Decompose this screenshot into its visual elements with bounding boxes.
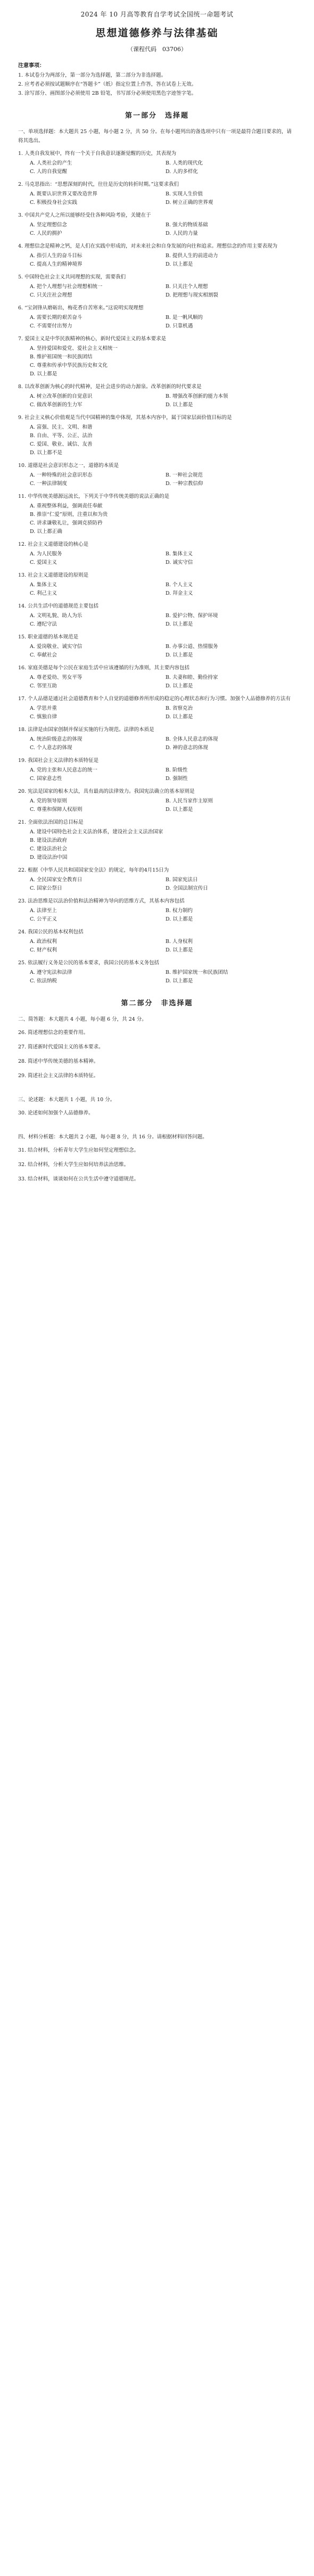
question-item xyxy=(18,493,296,536)
question-option: C. 国家公祭日 xyxy=(30,885,62,891)
question-option: C. 尊重和传承中华民族历史和文化 xyxy=(30,363,108,368)
question-item xyxy=(18,695,301,721)
question-option: B. 人身权利 xyxy=(166,939,193,945)
question-item xyxy=(18,633,296,660)
question-options xyxy=(30,938,296,955)
question-item xyxy=(18,897,296,924)
question-option: D. 以上都是 xyxy=(166,947,193,953)
question-item xyxy=(18,304,296,331)
question-stem: 17. 个人品德是通过社会道德教育和个人自觉的道德修养所形成的稳定的心理状态和行为习惯。加强个人品德修养的方法有 xyxy=(18,696,301,702)
open-question: 28. 简述中华传统美德的基本精神。 xyxy=(18,1059,99,1064)
question-options xyxy=(30,643,296,660)
part-one-title: 第一部分 选择题 xyxy=(125,112,189,120)
question-item xyxy=(18,211,296,238)
question-options xyxy=(30,876,296,893)
question-option: A. 党的领导原则 xyxy=(30,798,67,804)
open-question: 26. 简述理想信念的重要作用。 xyxy=(18,1030,89,1036)
question-options xyxy=(30,190,296,207)
question-option: B. 爱护公物、保护环境 xyxy=(166,613,218,619)
question-option: A. 既要认识世界又要改造世界 xyxy=(30,191,97,197)
question-option: D. 以上都正确 xyxy=(30,529,62,535)
question-option: D. 以上都是 xyxy=(166,261,193,267)
question-options xyxy=(30,581,296,598)
question-option: B. 只关注个人理想 xyxy=(166,284,208,290)
section-head: 四、材料分析题：本大题共 2 小题，每小题 8 分，共 16 分。请根据材料回答问题。 xyxy=(18,1134,208,1140)
question-item xyxy=(18,959,296,986)
question-item xyxy=(18,602,296,629)
question-option: C. 做改革创新的生力军 xyxy=(30,402,82,408)
question-item xyxy=(18,181,296,207)
question-option: A. 文明礼貌、助人为乐 xyxy=(30,613,82,619)
open-question: 30. 论述如何加强个人品德修养。 xyxy=(18,1110,94,1116)
question-option: B. 阶级性 xyxy=(166,767,188,773)
question-options xyxy=(30,252,296,269)
question-option: A. 法律至上 xyxy=(30,908,57,914)
question-option: C. 尊重和保障人权原则 xyxy=(30,807,82,813)
question-stem: 11. 中华传统美德源远流长，下列关于中华传统美德的说法正确的是 xyxy=(18,494,180,499)
question-option: D. 神的意志的体现 xyxy=(166,745,208,751)
question-stem: 16. 家庭美德是每个公民在家庭生活中应该遵循的行为准则，其主要内容包括 xyxy=(18,665,200,671)
question-option: A. 为人民服务 xyxy=(30,551,62,557)
question-options xyxy=(30,735,296,752)
question-stem: 25. 依法履行义务是公民的基本要求，我国公民的基本义务包括 xyxy=(18,960,170,966)
question-item xyxy=(18,540,296,567)
course-code: （课程代码 03706） xyxy=(127,46,187,53)
question-options xyxy=(30,797,296,814)
question-option: C. 公平正义 xyxy=(30,916,57,922)
question-options xyxy=(30,704,296,721)
question-option: A. 集体主义 xyxy=(30,582,57,588)
question-stem: 12. 社会主义道德建设的核心是 xyxy=(18,542,99,547)
question-stem: 13. 社会主义道德建设的原则是 xyxy=(18,572,99,578)
question-option: C. 爱国主义 xyxy=(30,560,57,565)
question-item xyxy=(18,664,296,691)
part-two-title: 第二部分 非选择题 xyxy=(121,999,193,1007)
question-stem: 1. 人类自我发展中，终有一个关于自我意识逐渐觉醒的历史，其表现为 xyxy=(18,151,187,157)
question-stem: 23. 法治思维是以法治价值和法治精神为导向的思维方式，其基本内容包括 xyxy=(18,898,195,904)
notes-title: 注意事项： xyxy=(18,63,45,69)
question-options xyxy=(30,674,296,691)
section-head: 二、简答题：本大题共 4 小题，每小题 6 分，共 24 分。 xyxy=(18,1016,147,1022)
question-stem: 18. 法律是由国家创制并保证实施的行为规范。法律的本质是 xyxy=(18,727,164,733)
question-stem: 3. 中国共产党人之所以能够经受住各种风险考验，关键在于 xyxy=(18,212,161,218)
question-option: D. 树立正确的世界观 xyxy=(166,200,213,206)
question-option: D. 人民的力量 xyxy=(166,231,198,236)
question-item xyxy=(18,928,296,955)
question-option: C. 邻里互助 xyxy=(30,683,57,689)
question-stem: 20. 宪法是国家的根本大法，具有最高的法律效力。我国宪法确立的基本原则是 xyxy=(18,789,205,794)
question-options xyxy=(30,283,296,300)
note-item: 2. 应考者必须按试题顺序在“答题卡”（纸）指定位置上作答，答在试卷上无效。 xyxy=(18,81,197,87)
question-option: B. 全体人民意志的体现 xyxy=(166,736,218,742)
question-option: D. 以上都是 xyxy=(166,402,193,408)
question-option: B. 个人主义 xyxy=(166,582,193,588)
note-item: 1. 本试卷分为两部分，第一部分为选择题，第二部分为非选择题。 xyxy=(18,72,167,78)
open-question: 33. 结合材料，谈谈如何在公共生活中遵守道德规范。 xyxy=(18,1176,139,1182)
exam-title: 思想道德修养与法律基础 xyxy=(95,27,219,39)
question-option: C. 人民的拥护 xyxy=(30,231,62,236)
question-stem: 19. 我国社会主义法律的本质特征是 xyxy=(18,758,109,764)
question-item xyxy=(18,866,296,893)
question-options xyxy=(30,766,296,783)
question-stem: 10. 道德是社会意识形态之一，道德的本质是 xyxy=(18,463,129,469)
question-item xyxy=(18,726,296,752)
question-option: D. 全国法制宣传日 xyxy=(166,885,208,891)
question-option: C. 不需要付出努力 xyxy=(30,323,72,329)
question-options xyxy=(30,344,296,379)
question-option: A. 全民国家安全教育日 xyxy=(30,877,82,883)
question-stem: 22. 根据《中华人民共和国国家安全法》的规定，每年的4月15日为 xyxy=(18,867,179,873)
question-options xyxy=(30,314,296,331)
question-option: D. 诚实守信 xyxy=(166,560,193,565)
question-option: A. 人类社会的产生 xyxy=(30,160,72,166)
question-item xyxy=(18,273,296,300)
question-stem: 5. 中国特色社会主义共同理想的实现，需要我们 xyxy=(18,274,136,280)
question-option: B. 办事公道、热情服务 xyxy=(166,644,218,650)
question-option: A. 遵守宪法和法律 xyxy=(30,970,72,975)
question-option: A. 统治阶级意志的体现 xyxy=(30,736,82,742)
question-options xyxy=(30,221,296,238)
question-option: C. 提高人生的精神境界 xyxy=(30,261,82,267)
question-stem: 2. 马克思指出：“思想深刻的时代，往往是历史的转折时期。”这要求我们 xyxy=(18,182,189,187)
question-stem: 8. 以改革创新为核心的时代精神，是社会进步的动力源泉。改革创新的时代要求是 xyxy=(18,384,212,390)
section-one-head: 一、单项选择题：本大题共 25 小题，每小题 2 分，共 50 分。在每小题列出的备选项中只有一项是最符合题目要求的，请将其选出。 xyxy=(18,129,292,144)
question-item xyxy=(18,757,296,783)
section-spacer xyxy=(18,1086,296,1095)
question-option: D. 拜金主义 xyxy=(166,590,193,596)
open-question: 32. 结合材料，分析大学生应如何培养法治思维。 xyxy=(18,1162,129,1168)
question-option: B. 自由、平等、公正、法治 xyxy=(30,433,93,439)
question-option: A. 指引人生的奋斗目标 xyxy=(30,253,82,259)
question-option: B. 国家宪法日 xyxy=(166,877,198,883)
question-item xyxy=(18,787,296,814)
question-option: D. 以上都是 xyxy=(166,621,193,627)
question-option: D. 建设法治中国 xyxy=(30,855,68,860)
question-option: B. 增强改革创新的能力本领 xyxy=(166,393,228,399)
question-option: D. 强制性 xyxy=(166,776,188,782)
question-option: D. 以上都是 xyxy=(166,652,193,658)
question-option: B. 一种社会规范 xyxy=(166,472,203,478)
note-item: 3. 涂写部分、画图部分必须使用 2B 铅笔，书写部分必须使用黑色字迹签字笔。 xyxy=(18,91,197,96)
open-question: 31. 结合材料，分析青年大学生应如何坚定理想信念。 xyxy=(18,1147,139,1153)
question-option: B. 建设法治政府 xyxy=(30,838,68,843)
question-option: D. 以上都是 xyxy=(30,371,57,377)
question-option: D. 以上都是 xyxy=(166,916,193,922)
section-spacer xyxy=(18,1189,296,1199)
question-option: A. 需要长期的艰苦奋斗 xyxy=(30,315,82,321)
question-stem: 9. 社会主义核心价值观是当代中国精神的集中体现，其基本内容中，属于国家层面价值目标的是 xyxy=(18,415,242,421)
question-option: A. 爱岗敬业、诚实守信 xyxy=(30,644,82,650)
question-option: D. 以上都是 xyxy=(166,683,193,689)
question-options xyxy=(30,392,296,409)
question-item xyxy=(18,462,296,488)
question-option: C. 积极投身社会实践 xyxy=(30,200,77,206)
question-option: C. 利己主义 xyxy=(30,590,57,596)
question-option: C. 国家意志性 xyxy=(30,776,62,782)
question-option: D. 以上都是 xyxy=(166,807,193,813)
question-options xyxy=(30,471,296,488)
question-item xyxy=(18,150,296,176)
question-option: B. 维护国家统一和民族团结 xyxy=(166,970,228,975)
question-option: D. 以上都不是 xyxy=(30,450,62,456)
question-option: A. 重视整体利益，强调责任奉献 xyxy=(30,503,103,509)
question-options xyxy=(30,550,296,567)
question-option: B. 维护祖国统一和民族团结 xyxy=(30,354,93,360)
question-option: A. 党的主张和人民意志的统一 xyxy=(30,767,97,773)
question-option: D. 以上都是 xyxy=(166,714,193,720)
question-options xyxy=(30,828,296,862)
section-spacer xyxy=(18,1123,296,1133)
question-option: B. 人民当家作主原则 xyxy=(166,798,213,804)
question-stem: 4. 理想信念是精神之钙，是人们在实践中形成的，对未来社会和自身发展的向往和追求。理想信念的作用主要表现为 xyxy=(18,243,288,249)
question-option: C. 遵纪守法 xyxy=(30,621,57,627)
question-stem: 14. 公共生活中的道德规范主要包括 xyxy=(18,603,109,609)
question-option: C. 奉献社会 xyxy=(30,652,57,658)
part-two-sections xyxy=(18,1015,296,1199)
question-option: D. 以上都是 xyxy=(166,978,193,984)
question-option: A. 坚持爱国和爱党、爱社会主义相统一 xyxy=(30,346,118,351)
question-option: C. 讲求谦敬礼让，强调克骄防矜 xyxy=(30,520,103,526)
open-question: 27. 简述新时代爱国主义的基本要求。 xyxy=(18,1044,104,1050)
question-stem: 7. 爱国主义是中华民族精神的核心，新时代爱国主义的基本要求是 xyxy=(18,336,177,342)
exam-header: 2024 年 10 月高等教育自学考试全国统一命题考试 xyxy=(80,11,234,18)
question-option: D. 人的多样化 xyxy=(166,169,198,175)
question-item xyxy=(18,335,296,379)
question-option: B. 省察克治 xyxy=(166,705,193,711)
question-option: C. 只关注社会理想 xyxy=(30,292,72,298)
question-item xyxy=(18,571,296,598)
question-stem: 24. 我国公民的基本权利包括 xyxy=(18,929,94,935)
question-option: A. 一种特殊的社会意识形态 xyxy=(30,472,93,478)
open-question: 29. 简述社会主义法律的本质特征。 xyxy=(18,1073,99,1079)
question-stem: 21. 全面依法治国的总目标是 xyxy=(18,819,94,825)
question-option: B. 强大的物质基础 xyxy=(166,222,208,228)
question-option: B. 集体主义 xyxy=(166,551,193,557)
question-option: B. 是一帆风顺的 xyxy=(166,315,203,321)
question-option: B. 推崇“仁爱”原则，注重以和为贵 xyxy=(30,512,108,518)
question-option: B. 实现人生价值 xyxy=(166,191,203,197)
question-option: B. 夫妻和睦、勤俭持家 xyxy=(166,675,218,680)
question-option: B. 提供人生的前进动力 xyxy=(166,253,218,259)
question-option: C. 个人意志的体现 xyxy=(30,745,72,751)
question-option: B. 人类的现代化 xyxy=(166,160,203,166)
question-option: B. 权力制约 xyxy=(166,908,193,914)
question-item xyxy=(18,818,296,862)
question-option: A. 树立改革创新的自觉意识 xyxy=(30,393,93,399)
question-options xyxy=(30,969,296,986)
notes-block xyxy=(18,61,296,98)
question-options xyxy=(30,502,296,536)
question-option: C. 爱国、敬业、诚信、友善 xyxy=(30,441,93,447)
question-option: A. 坚定理想信念 xyxy=(30,222,67,228)
question-option: A. 尊老爱幼、男女平等 xyxy=(30,675,82,680)
question-option: C. 一种法律制度 xyxy=(30,481,67,487)
question-option: C. 依法纳税 xyxy=(30,978,57,984)
question-option: A. 学思并重 xyxy=(30,705,57,711)
question-stem: 15. 职业道德的基本规范是 xyxy=(18,634,89,640)
question-option: D. 一种宗教信仰 xyxy=(166,481,203,487)
question-item xyxy=(18,414,296,457)
question-option: D. 把理想与现实相割裂 xyxy=(166,292,218,298)
question-options xyxy=(30,612,296,629)
question-option: C. 财产权利 xyxy=(30,947,57,953)
question-option: C. 人的自我觉醒 xyxy=(30,169,67,175)
question-options xyxy=(30,423,296,457)
question-option: C. 慎独自律 xyxy=(30,714,57,720)
question-option: A. 建设中国特色社会主义法治体系，建设社会主义法治国家 xyxy=(30,829,163,835)
question-options xyxy=(30,159,296,176)
question-option: A. 富强、民主、文明、和谐 xyxy=(30,424,93,430)
section-head: 三、论述题：本大题共 1 小题，共 10 分。 xyxy=(18,1097,115,1103)
question-option: A. 政治权利 xyxy=(30,939,57,945)
question-option: A. 把个人理想与社会理想相统一 xyxy=(30,284,103,290)
question-item xyxy=(18,242,296,269)
question-option: C. 建设法治社会 xyxy=(30,846,67,852)
question-options xyxy=(30,907,296,924)
question-item xyxy=(18,383,296,409)
question-list xyxy=(18,150,301,986)
question-stem: 6. “宝剑锋从磨砺出，梅花香自苦寒来。”这说明实现理想 xyxy=(18,305,154,311)
question-option: D. 只靠机遇 xyxy=(166,323,193,329)
